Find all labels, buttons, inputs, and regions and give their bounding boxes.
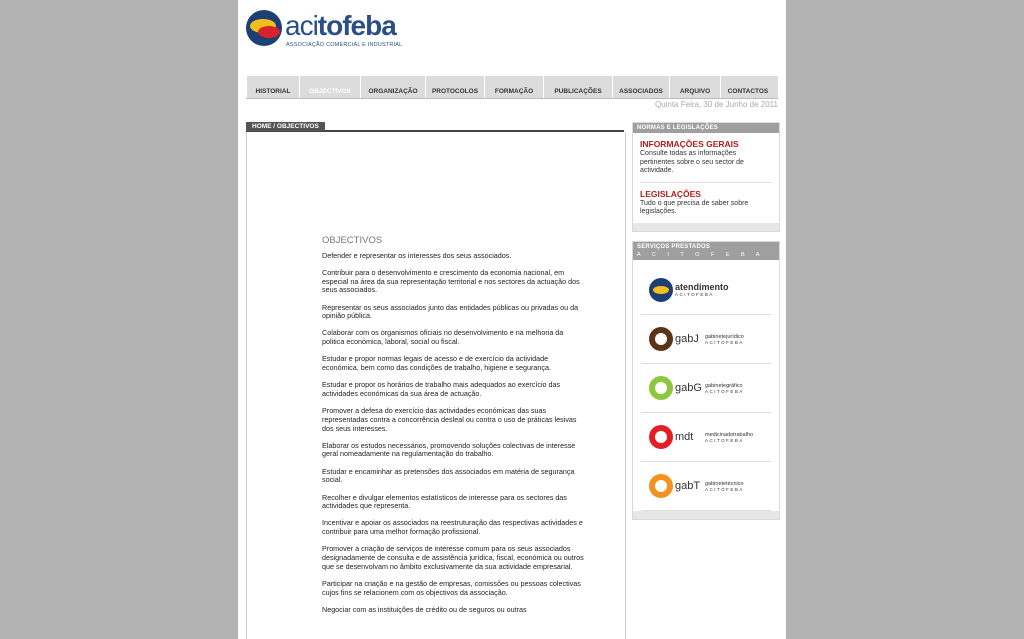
service-desc: gabinetetécnico ACITOFEBA (705, 481, 744, 492)
info-title[interactable]: INFORMAÇÕES GERAIS (640, 139, 739, 149)
article-paragraph: Estudar e encaminhar as pretensões dos associados em matéria de segurança social. (322, 466, 575, 485)
service-name: atendimento ACITOFEBA (675, 282, 729, 297)
info-text: Tudo o que precisa de saber sobre legislações. (640, 199, 749, 215)
servicos-header (633, 242, 779, 260)
service-name: mdt (675, 431, 694, 443)
gabt-icon (649, 474, 673, 498)
service-atendimento[interactable] (641, 266, 771, 315)
nav-contactos[interactable]: CONTACTOS (720, 76, 775, 98)
service-mdt[interactable] (641, 413, 771, 462)
service-desc: gabinetegráfico ACITOFEBA (705, 383, 744, 394)
info-title[interactable]: LEGISLAÇÕES (640, 188, 701, 199)
article-paragraph: Estudar e propor normas legais de acesso e de exercício da actividade económica, bem como das condições de trabalho, higiene e segurança. (322, 354, 551, 373)
article-title: OBJECTIVOS (322, 235, 383, 246)
service-gabg[interactable] (641, 364, 771, 413)
main-nav (246, 76, 778, 99)
atendimento-icon (649, 278, 673, 302)
article-paragraph: Elaborar os estudos necessários, promovendo soluções colectivas de interesse geral nomeadamente na regulamentação do trabalho. (322, 440, 576, 459)
normas-header: NORMAS E LEGISLAÇÕES (633, 123, 779, 133)
page-container (238, 0, 786, 639)
servicos-title: SERVIÇOS PRESTADOS (637, 244, 711, 250)
nav-objectivos[interactable]: OBJECTIVOS (299, 76, 360, 98)
mdt-icon (649, 425, 673, 449)
servicos-subtitle: A C I T O F E B A (637, 252, 765, 258)
article-paragraph: Promover a criação de serviços de interesse comum para os seus associados designadamente de consulta e de assistência jurídica, fiscal, económica ou outros que se desenvolvam no âmbito exclusivamente da sua actividade empresarial. (322, 544, 584, 571)
main-content (246, 132, 626, 639)
normas-box (632, 122, 780, 232)
article-paragraph: Estudar e propor os horários de trabalho mais adequados ao exercício das actividades económicas da sua área de actuação. (322, 380, 561, 398)
site-logo[interactable] (246, 10, 403, 54)
logo-subtitle: ASSOCIAÇÃO COMERCIAL E INDUSTRIAL (286, 42, 403, 48)
service-name: gabG (675, 382, 702, 394)
article-paragraph: Colaborar com os organismos oficiais no desenvolvimento e na melhoria da politica económica, laboral, social ou fiscal. (322, 328, 564, 347)
gabg-icon (649, 376, 673, 400)
breadcrumb[interactable]: HOME / OBJECTIVOS (246, 122, 325, 131)
nav-arquivo[interactable]: ARQUIVO (669, 76, 720, 98)
article (322, 237, 584, 623)
info-text: Consulte todas as informações pertinentes sobre o seu sector de actividade. (640, 150, 744, 174)
article-paragraph: Negociar com as instituições de crédito ou de seguros ou outras (322, 604, 527, 614)
servicos-box (632, 241, 780, 520)
nav-associados[interactable]: ASSOCIADOS (612, 76, 669, 98)
nav-historial[interactable]: HISTORIAL (246, 76, 299, 98)
service-gabt[interactable] (641, 462, 771, 511)
info-item[interactable] (633, 133, 779, 182)
article-paragraph: Participar na criação e na gestão de empresas, comissões ou pessoas colectivas cujos fins se relacionem com os objectivos da associação. (322, 578, 581, 597)
article-paragraph: Recolher e divulgar elementos estatísticos de interesse para os sectores das actividades que representa. (322, 492, 567, 511)
nav-formacao[interactable]: FORMAÇÃO (484, 76, 543, 98)
logo-icon (246, 10, 282, 46)
nav-publicacoes[interactable]: PUBLICAÇÕES (543, 76, 612, 98)
service-name: gabT (675, 480, 701, 492)
nav-protocolos[interactable]: PROTOCOLOS (425, 76, 484, 98)
gabj-icon (649, 327, 673, 351)
article-paragraph: Representar os seus associados junto das entidades públicas ou privadas ou da opinião pública. (322, 302, 579, 321)
box-footer (633, 511, 779, 519)
article-paragraph: Defender e representar os interesses dos seus associados. (322, 250, 512, 260)
service-gabj[interactable] (641, 315, 771, 364)
service-desc: gabinetejurídico ACITOFEBA (705, 334, 744, 345)
current-date: Quinta Feira, 30 de Junho de 2011 (654, 100, 778, 109)
info-item[interactable] (633, 183, 779, 223)
logo-wordmark: acitofeba (285, 10, 396, 41)
nav-organizacao[interactable]: ORGANIZAÇÃO (360, 76, 425, 98)
article-paragraph: Contribuir para o desenvolvimento e crescimento da economia nacional, em especial na área da sua representação territorial e nos sectores da actuação dos seus associados. (322, 267, 580, 295)
article-paragraph: Promover a defesa do exercício das actividades económicas das suas representadas contra a concorrência desleal ou contra o uso de práticas lesivas dos seus interesses. (322, 406, 577, 433)
box-footer (633, 223, 779, 231)
article-paragraph: Incentivar e apoiar os associados na reestruturação das respectivas actividades e contribuir para uma melhor formação profissional. (322, 518, 583, 537)
service-desc: medicinadotrabalho ACITOFEBA (705, 432, 754, 443)
service-name: gabJ (675, 333, 699, 345)
